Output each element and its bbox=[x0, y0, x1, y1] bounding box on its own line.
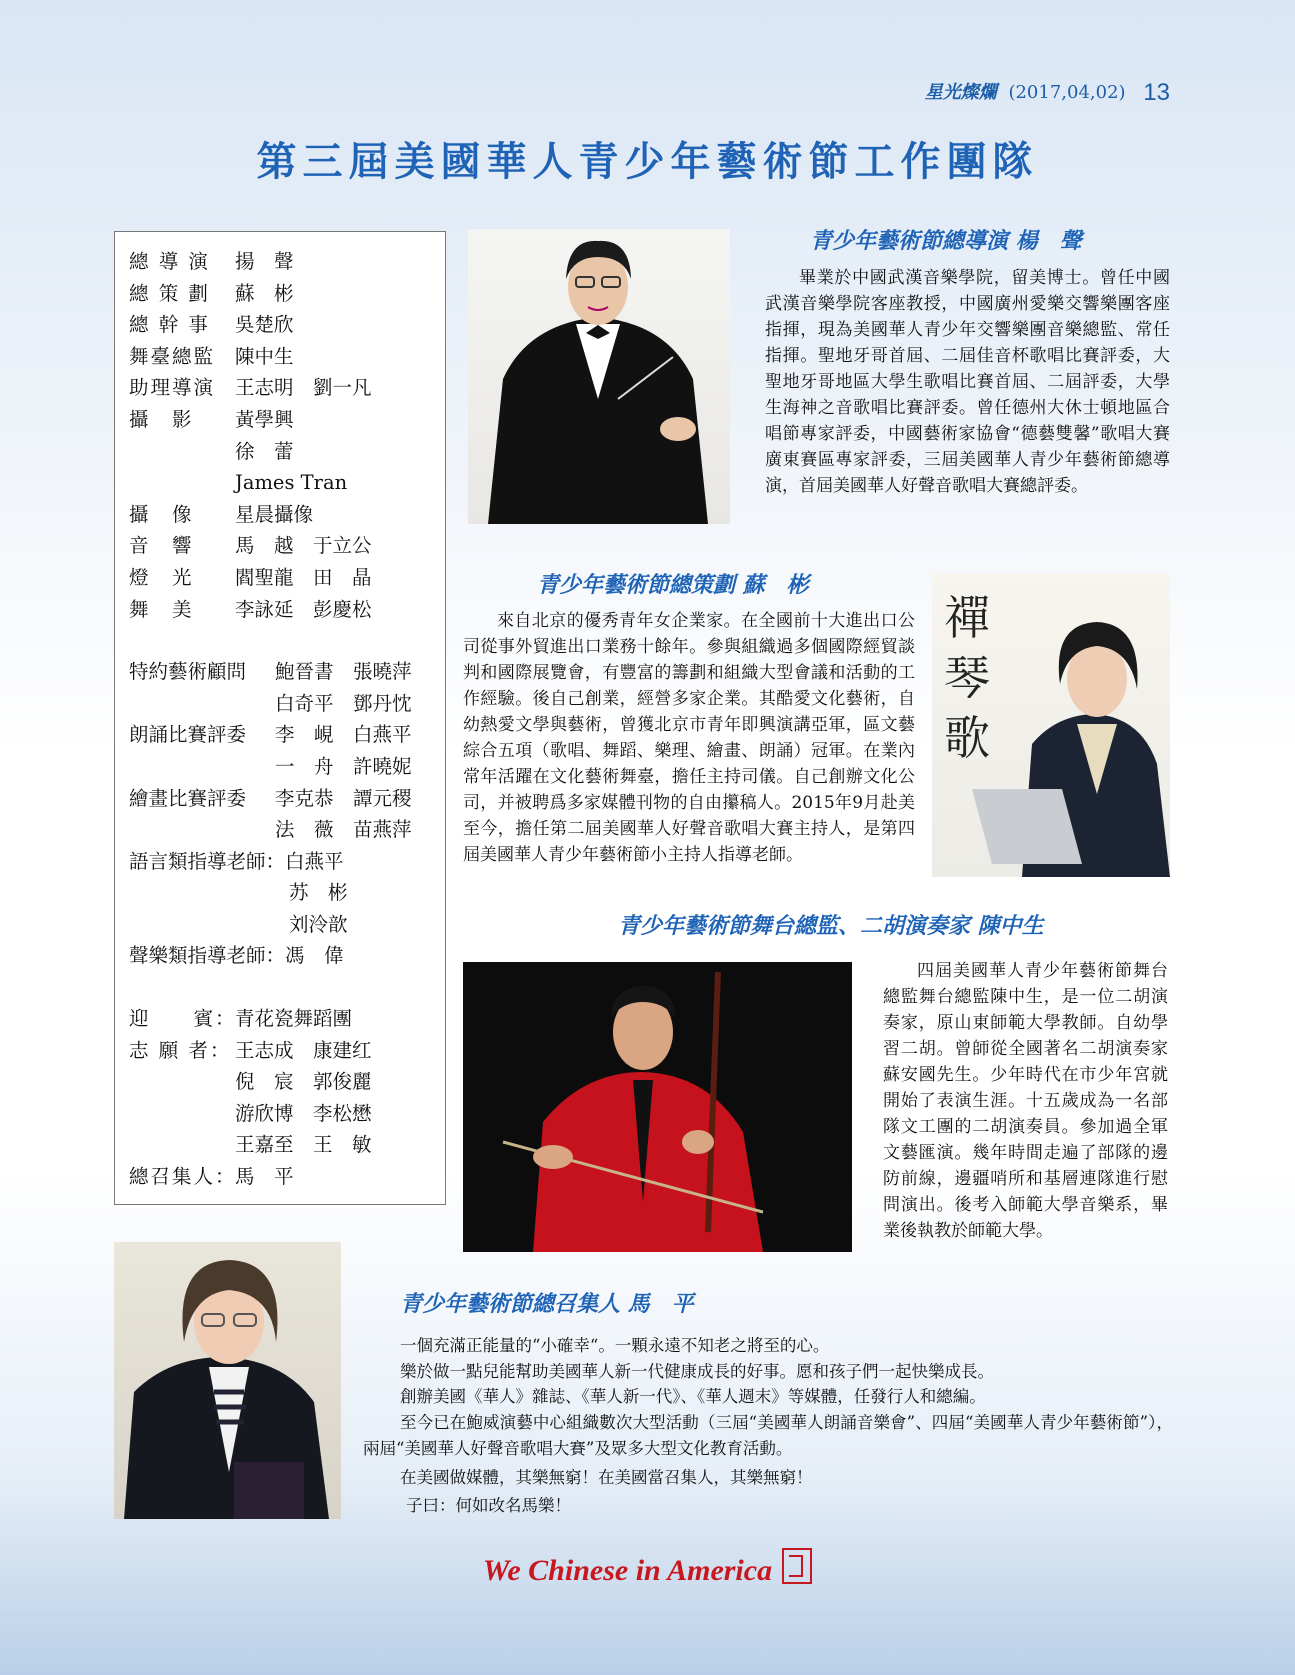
section4-heading: 青少年藝術節總召集人 馬 平 bbox=[400, 1292, 694, 1317]
page-number: 13 bbox=[1143, 79, 1170, 106]
staff-row bbox=[129, 814, 445, 846]
staff-names: 馮 偉 bbox=[285, 944, 344, 968]
section4-line: 子曰：何如改名馬樂！ bbox=[406, 1496, 571, 1516]
staff-row bbox=[129, 783, 445, 815]
staff-role: 舞 美 bbox=[129, 597, 194, 621]
staff-row bbox=[129, 1161, 445, 1193]
section2-heading: 青少年藝術節總策劃 蘇 彬 bbox=[537, 573, 809, 598]
conductor-photo bbox=[468, 229, 730, 524]
staff-row bbox=[129, 309, 445, 341]
staff-role: 語言類指導老師： bbox=[129, 849, 286, 873]
staff-names: 揚 聲 bbox=[235, 250, 294, 273]
page-title: 第三屆美國華人青少年藝術節工作團隊 bbox=[256, 139, 1039, 185]
staff-role bbox=[129, 436, 235, 468]
issue-date: (2017,04,02) bbox=[1008, 82, 1126, 103]
staff-role: 舞臺總監 bbox=[129, 344, 216, 368]
staff-names: 白燕平 bbox=[285, 849, 344, 873]
svg-text:琴: 琴 bbox=[944, 651, 990, 705]
section4-line: 一個充滿正能量的“小確幸“。一顆永遠不知老之將至的心。 bbox=[400, 1336, 830, 1355]
staff-names: 倪 宸 郭俊麗 bbox=[235, 1070, 372, 1094]
section4-line: 樂於做一點兒能幫助美國華人新一代健康成長的好事。愿和孩子們一起快樂成長。 bbox=[400, 1361, 994, 1381]
staff-names: 青花瓷舞蹈團 bbox=[235, 1007, 353, 1031]
staff-role: 志 願 者： bbox=[129, 1038, 232, 1062]
staff-names: 王志成 康建红 bbox=[235, 1038, 372, 1062]
planner-photo bbox=[932, 574, 1170, 877]
staff-role: 總 導 演 bbox=[129, 250, 210, 273]
footer-brand bbox=[0, 1548, 1295, 1588]
staff-names: 馬 平 bbox=[235, 1165, 294, 1189]
staff-row bbox=[129, 246, 445, 278]
staff-row bbox=[129, 877, 445, 909]
staff-names: 游欣博 李松懋 bbox=[235, 1101, 372, 1125]
staff-role: 燈 光 bbox=[129, 565, 194, 589]
section4-line: 創辦美國《華人》雜誌、《華人新一代》、《華人週末》等媒體，任發行人和總編。 bbox=[400, 1387, 986, 1407]
brand-seal-icon bbox=[782, 1548, 812, 1584]
staff-names: 閻聖龍 田 晶 bbox=[235, 565, 372, 589]
staff-row bbox=[129, 751, 445, 783]
staff-list-box bbox=[114, 231, 446, 1205]
staff-row bbox=[129, 404, 445, 436]
staff-role: 攝 像 bbox=[129, 502, 194, 526]
convener-photo bbox=[114, 1242, 341, 1519]
staff-names: 吳楚欣 bbox=[235, 313, 294, 337]
staff-names: 法 薇 苗燕萍 bbox=[275, 818, 412, 842]
staff-role: 音 響 bbox=[129, 534, 194, 558]
staff-role bbox=[129, 877, 289, 909]
staff-row bbox=[129, 656, 445, 688]
staff-role: 助理導演 bbox=[129, 376, 216, 400]
staff-names: 陳中生 bbox=[235, 344, 294, 368]
staff-role: 朗誦比賽評委 bbox=[129, 723, 247, 747]
staff-role: 總召集人： bbox=[129, 1165, 237, 1189]
staff-names: 白奇平 鄧丹忱 bbox=[275, 691, 412, 715]
staff-row bbox=[129, 719, 445, 751]
section4-line: 至今已在鮑威演藝中心組織數次大型活動（三屆“美國華人朗誦音樂會”、四屆“美國華人青少年藝術節”），兩屆“美國華人好聲音歌唱大賽”及眾多大型文化教育活動。 bbox=[363, 1413, 1173, 1458]
magazine-name: 星光燦爛 bbox=[924, 82, 997, 103]
staff-row bbox=[129, 1003, 445, 1035]
staff-names: James Tran bbox=[235, 471, 348, 495]
staff-row bbox=[129, 562, 445, 594]
erhu-player-photo bbox=[463, 962, 852, 1252]
section4-text bbox=[363, 1333, 1173, 1519]
staff-names: 苏 彬 bbox=[289, 881, 348, 905]
staff-row bbox=[129, 341, 445, 373]
section1-heading: 青少年藝術節總導演 楊 聲 bbox=[810, 229, 1082, 254]
staff-row bbox=[129, 1129, 445, 1161]
staff-names: 黃學興 bbox=[235, 407, 294, 431]
staff-names: 李詠延 彭慶松 bbox=[235, 597, 372, 621]
section2-text: 來自北京的優秀青年女企業家。在全國前十大進出口公司從事外貿進出口業務十餘年。參與組織過多個國際經貿談判和國際展覽會，有豐富的籌劃和組織大型會議和活動的工作經驗。後自己創業，經營多家企業。其酷愛文化藝術，自幼熱愛文學與藝術，曾獲北京市青年即興演講亞軍，區文藝綜合五項（歌唱、舞蹈、樂理、繪畫、朗誦）冠軍。在業內常年活躍在文化藝術舞臺，擔任主持司儀。自己創辦文化公司，并被聘爲多家媒體刊物的自由攥稿人。2015年9月赴美至今，擔任第二屆美國華人好聲音歌唱大賽主持人，是第四屆美國華人青少年藝術節小主持人指導老師。 bbox=[463, 611, 915, 865]
staff-row bbox=[129, 499, 445, 531]
staff-row bbox=[129, 436, 445, 468]
staff-row bbox=[129, 909, 445, 941]
staff-names: 王嘉至 王 敏 bbox=[235, 1133, 372, 1157]
svg-text:禪: 禪 bbox=[944, 591, 990, 645]
staff-names: 李克恭 譚元稷 bbox=[275, 786, 412, 810]
staff-names: 蘇 彬 bbox=[235, 281, 294, 305]
staff-role: 總 策 劃 bbox=[129, 281, 210, 305]
footer-brand-text: We Chinese in America bbox=[482, 1554, 773, 1587]
staff-role bbox=[129, 1129, 235, 1161]
staff-role: 繪畫比賽評委 bbox=[129, 786, 247, 810]
staff-row bbox=[129, 940, 445, 972]
staff-role bbox=[129, 751, 275, 783]
staff-role: 攝 影 bbox=[129, 407, 194, 431]
staff-row bbox=[129, 594, 445, 626]
page-header bbox=[925, 78, 1170, 107]
staff-row bbox=[129, 846, 445, 878]
staff-names: 一 舟 許曉妮 bbox=[275, 754, 412, 778]
staff-row bbox=[129, 467, 445, 499]
staff-row bbox=[129, 278, 445, 310]
staff-names: 鮑晉書 張曉萍 bbox=[275, 660, 412, 684]
staff-role bbox=[129, 909, 289, 941]
section1-text: 畢業於中國武漢音樂學院，留美博士。曾任中國武漢音樂學院客座教授，中國廣州愛樂交響樂團客座指揮，現為美國華人青少年交響樂團音樂總監、常任指揮。聖地牙哥首屆、二屆佳音杯歌唱比賽評委，大聖地牙哥地區大學生歌唱比賽首屆、二屆評委，大學生海神之音歌唱比賽評委。曾任德州大休士頓地區合唱節專家評委，中國藝術家協會“德藝雙馨”歌唱大賽廣東賽區專家評委，三屆美國華人青少年藝術節總導演，首屆美國華人好聲音歌唱大賽總評委。 bbox=[765, 268, 1170, 496]
staff-role: 聲樂類指導老師： bbox=[129, 944, 286, 968]
staff-role: 總 幹 事 bbox=[129, 313, 210, 337]
staff-role bbox=[129, 1066, 235, 1098]
staff-row bbox=[129, 1035, 445, 1067]
staff-names: 徐 蕾 bbox=[235, 439, 294, 463]
staff-names: 馬 越 于立公 bbox=[235, 534, 372, 558]
svg-text:歌: 歌 bbox=[944, 711, 990, 765]
staff-names: 李 峴 白燕平 bbox=[275, 723, 412, 747]
staff-role bbox=[129, 814, 275, 846]
staff-row bbox=[129, 688, 445, 720]
staff-role bbox=[129, 467, 235, 499]
staff-role bbox=[129, 688, 275, 720]
staff-row bbox=[129, 1066, 445, 1098]
section3-text: 四屆美國華人青少年藝術節舞台總監舞台總監陳中生，是一位二胡演奏家，原山東師範大學教師。自幼學習二胡。曾師從全國著名二胡演奏家蘇安國先生。少年時代在市少年宮就開始了表演生涯。十五歲成為一名部隊文工團的二胡演奏員。參加過全軍文藝匯演。幾年時間走遍了部隊的邊防前線，邊疆哨所和基層連隊進行慰問演出。後考入師範大學音樂系，畢業後執教於師範大學。 bbox=[883, 961, 1168, 1241]
staff-names: 星晨攝像 bbox=[235, 502, 314, 526]
section4-line: 在美國做媒體，其樂無窮！在美國當召集人，其樂無窮！ bbox=[400, 1467, 813, 1487]
staff-role: 特約藝術顧問 bbox=[129, 660, 247, 684]
staff-role: 迎 賓： bbox=[129, 1007, 237, 1031]
section3-heading: 青少年藝術節舞台總監、二胡演奏家 陳中生 bbox=[618, 914, 1044, 939]
staff-row bbox=[129, 530, 445, 562]
staff-row bbox=[129, 372, 445, 404]
staff-names: 王志明 劉一凡 bbox=[235, 376, 372, 400]
staff-row bbox=[129, 1098, 445, 1130]
staff-role bbox=[129, 1098, 235, 1130]
staff-names: 刘泠歆 bbox=[289, 912, 348, 936]
